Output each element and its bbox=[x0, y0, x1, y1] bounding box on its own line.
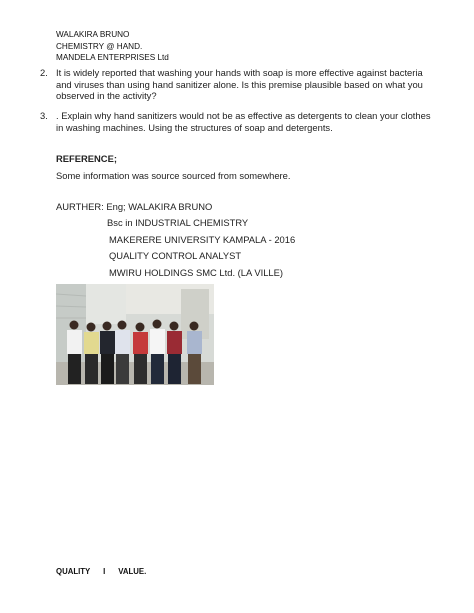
author-company: MWIRU HOLDINGS SMC Ltd. (LA VILLE) bbox=[109, 267, 283, 278]
document-header bbox=[56, 29, 169, 64]
question-text: . Explain why hand sanitizers would not be as effective as detergents to clean your clothes in washing machines. Using the structures of soap and detergents. bbox=[56, 110, 431, 133]
reference-heading: REFERENCE; bbox=[56, 153, 117, 164]
author-position: QUALITY CONTROL ANALYST bbox=[109, 250, 242, 261]
header-subject: CHEMISTRY @ HAND. bbox=[56, 41, 143, 51]
author-name: AURTHER: Eng; WALAKIRA BRUNO bbox=[56, 201, 213, 212]
question-text: It is widely reported that washing your hands with soap is more effective against bacteria and viruses than using hand sanitizer alone. Is this premise plausible based on what you observed in the activity? bbox=[56, 67, 423, 101]
question-number: 3. bbox=[40, 110, 48, 121]
footer-motto: QUALITY I VALUE. bbox=[56, 567, 147, 576]
header-author-name: WALAKIRA BRUNO bbox=[56, 30, 130, 39]
group-photo bbox=[56, 284, 214, 385]
author-university: MAKERERE UNIVERSITY KAMPALA - 2016 bbox=[109, 234, 296, 245]
author-degree: Bsc in INDUSTRIAL CHEMISTRY bbox=[107, 217, 249, 228]
question-number: 2. bbox=[40, 67, 48, 78]
reference-text: Some information was source sourced from somewhere. bbox=[56, 170, 291, 181]
header-company: MANDELA ENTERPRISES Ltd bbox=[56, 53, 169, 63]
